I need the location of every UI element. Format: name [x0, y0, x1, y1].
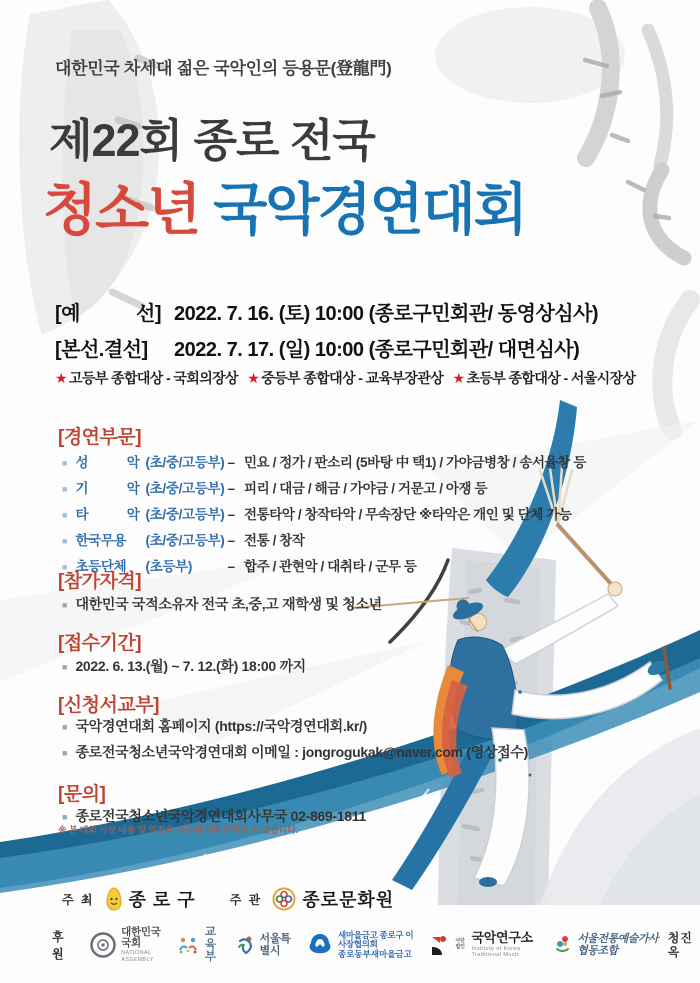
square-bullet-icon: ■ — [62, 510, 68, 520]
sponsor-label: 후 원 — [52, 929, 66, 961]
disclaimer-note: ※ 본 대회 시상 내용 및 일정은 사정에 따라 변경될 수 있습니다. — [58, 825, 299, 835]
awards-line — [55, 368, 635, 388]
schedule-final — [55, 333, 598, 362]
category-desc: 전통타악 / 창작타악 / 무속장단 ※타악은 개인 및 단체 가능 — [243, 507, 572, 522]
list-item: ■ 종로전국청소년국악경연대회 이메일 : jongrogukak@naver.com (영상접수) — [62, 744, 528, 760]
ministry-of-education-logo: 교육부 — [176, 926, 222, 964]
square-bullet-icon: ■ — [62, 536, 68, 546]
list-item: ■ 초등단체 (초등부) – 합주 / 관현악 / 대취타 / 군무 등 — [62, 555, 586, 575]
schedule-label: [예 선] — [55, 303, 161, 325]
kmg-cloud-icon — [307, 932, 333, 958]
award-high: ★ 고등부 종합대상 - 국회의장상 — [55, 370, 238, 386]
title-youth: 청소년 — [43, 178, 200, 241]
poster-tagline: 대한민국 차세대 젊은 국악인의 등용문(登龍門) — [55, 59, 392, 78]
background-hill — [540, 728, 700, 905]
category-name: 한국무용 — [75, 533, 127, 548]
title-gugak-contest: 국악경연대회 — [213, 178, 526, 241]
star-icon: ★ — [55, 370, 67, 386]
seoul-traditional-artists-coop — [554, 931, 694, 960]
national-assembly-logo: 대한민국 국회 NATIONAL ASSEMBLY — [90, 927, 161, 963]
eligibility-item: ■ 대한민국 국적소유자 전국 초,중,고 재학생 및 청소년 — [62, 596, 382, 612]
section-heading-categories: [경연부문] — [58, 427, 142, 448]
star-icon: ★ — [247, 370, 260, 386]
gugak-emblem-icon — [430, 934, 450, 956]
category-name: 성 악 — [75, 455, 140, 470]
seoul-city-logo: 서울특별시 — [237, 933, 292, 957]
award-middle: ★ 중등부 종합대상 - 교육부장관상 — [247, 370, 444, 386]
host-name: 종 로 구 — [128, 890, 196, 910]
square-bullet-icon: ■ — [62, 600, 68, 610]
coop-emblem-icon — [554, 935, 572, 955]
award-elementary: ★ 초등부 종합대상 - 서울시장상 — [452, 370, 636, 386]
jongno-cultural-center-logo — [272, 887, 296, 911]
seoul-emblem-icon — [237, 935, 255, 955]
contact-item: ■ 종로전국청소년국악경연대회사무국 02-869-1811 — [62, 808, 366, 824]
schedule-label: [본선.결선] — [55, 339, 148, 361]
category-scope: (초/중/고등부) — [145, 455, 225, 470]
category-name: 타 악 — [75, 507, 140, 522]
schedule-text: 2022. 7. 16. (토) 10:00 (종로구민회관/ 동영상심사) — [174, 303, 599, 325]
hosts-row — [62, 886, 394, 912]
square-bullet-icon: ■ — [62, 722, 68, 732]
organizer-name: 종로문화원 — [302, 890, 395, 910]
category-name: 기 악 — [75, 481, 140, 496]
categories-list — [62, 451, 586, 581]
category-scope: (초등부) — [145, 559, 193, 574]
list-item: ■ 한국무용 (초/중/고등부) – 전통 / 창작 — [62, 529, 586, 549]
category-scope: (초/중/고등부) — [145, 481, 225, 496]
poster-title-line1: 제22회 종로 전국 — [49, 115, 375, 166]
square-bullet-icon: ■ — [62, 812, 68, 822]
square-bullet-icon: ■ — [62, 662, 68, 672]
section-heading-contact: [문의] — [58, 784, 106, 805]
section-heading-eligibility: [참가자격] — [58, 571, 142, 592]
section-heading-period: [접수기간] — [58, 633, 142, 654]
period-item: ■ 2022. 6. 13.(월) ~ 7. 12.(화) 18:00 까지 — [62, 658, 306, 674]
jongno-gu-logo — [105, 887, 123, 911]
square-bullet-icon: ■ — [62, 748, 68, 758]
organizer-label: 주 관 — [229, 892, 263, 907]
square-bullet-icon: ■ — [62, 484, 68, 494]
category-desc: 전통 / 창작 — [243, 533, 305, 548]
saemaul-geumgo-logo: 새마을금고 종로구 이사장협의회 종로동부새마을금고 — [307, 931, 415, 960]
category-desc: 합주 / 관현악 / 대취타 / 군무 등 — [243, 559, 417, 574]
left-shoe — [479, 877, 497, 887]
square-bullet-icon: ■ — [62, 562, 68, 572]
category-scope: (초/중/고등부) — [145, 507, 225, 522]
category-desc: 피리 / 대금 / 해금 / 가야금 / 거문고 / 아쟁 등 — [243, 481, 488, 496]
schedule-block — [55, 297, 598, 369]
section-heading-application: [신청서교부] — [58, 695, 159, 716]
poster-title-line2 — [43, 166, 526, 246]
square-bullet-icon: ■ — [62, 458, 68, 468]
gugak-institute-logo: 사단 법인 국악연구소 Institute of Korea Traditional Music — [430, 931, 539, 958]
schedule-text: 2022. 7. 17. (일) 10:00 (종로구민회관/ 대면심사) — [174, 339, 580, 361]
moe-emblem-icon — [176, 934, 200, 956]
list-item: ■ 기 악 (초/중/고등부) – 피리 / 대금 / 해금 / 가야금 / 거문고 / 아쟁 등 — [62, 477, 586, 497]
sponsors-row — [52, 926, 694, 964]
category-desc: 민요 / 정가 / 판소리 (5바탕 中 택1) / 가야금병창 / 송서율창 등 — [243, 455, 586, 470]
list-item: ■ 성 악 (초/중/고등부) – 민요 / 정가 / 판소리 (5바탕 中 택1) / 가야금병창 / 송서율창 등 — [62, 451, 586, 471]
application-list — [62, 716, 528, 768]
schedule-preliminary — [55, 297, 598, 326]
coop-person-name: 청진옥 — [667, 930, 693, 959]
star-icon: ★ — [452, 370, 465, 386]
category-scope: (초/중/고등부) — [145, 533, 225, 548]
coop-signature-text: 서울전통예술가사협동조합 — [577, 932, 659, 957]
assembly-emblem-icon — [90, 932, 116, 958]
list-item: ■ 국악경연대회 홈페이지 (https://국악경연대회.kr/) — [62, 718, 367, 734]
category-name: 초등단체 — [75, 559, 127, 574]
host-label: 주 최 — [62, 892, 95, 907]
list-item: ■ 타 악 (초/중/고등부) – 전통타악 / 창작타악 / 무속장단 ※타악은 개인 및 단체 가능 — [62, 503, 586, 523]
